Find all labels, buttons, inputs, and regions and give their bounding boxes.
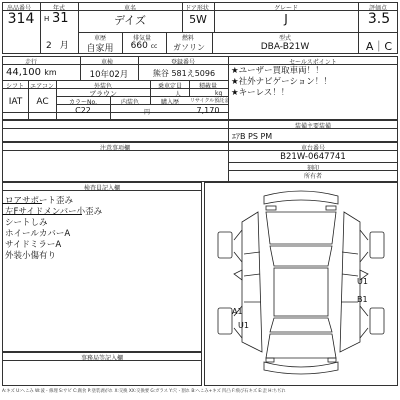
inspector-note-6: 外装小傷有り xyxy=(5,251,57,261)
lot-number: 314 xyxy=(7,11,35,27)
chassis-label: 車台番号 xyxy=(300,145,325,152)
chassis-value: B21W-0647741 xyxy=(280,152,346,162)
rear-hatch-outline xyxy=(266,334,336,358)
fuel-value: ガソリン xyxy=(173,43,205,52)
color-value: ブラウン xyxy=(89,90,117,98)
recycle-value: 7,170 xyxy=(196,106,220,115)
ac-value: AC xyxy=(36,97,49,107)
damage-legend: A:キズ U:へこみ W:波・修理 S:サビ C:腐食 P:塗装剥がれ X:交換 XX:交換要 G:ガラス Y:穴・割れ B:へこみ+キズ 凹凸 F:飛び石キズ E:歪 H:ちぢれ xyxy=(2,389,286,394)
door-label: ドア形状 xyxy=(185,5,209,12)
shift-value: IAT xyxy=(8,97,23,107)
plate-label: 登録番号 xyxy=(170,59,195,66)
mileage-label: 走行 xyxy=(24,59,37,66)
usage-value: 自家用 xyxy=(86,44,114,54)
capacity-unit: 人 xyxy=(175,91,182,98)
color-label: 外装色 xyxy=(93,83,112,90)
office-label: 事務局等記入欄 xyxy=(80,355,123,362)
score-value: 3.5 xyxy=(367,11,391,27)
type-value: DBA-B21W xyxy=(260,42,310,52)
rear-bumper-outline xyxy=(264,362,338,374)
inspector-note-4: ホイールカバーA xyxy=(5,229,71,239)
door-value: 5W xyxy=(189,13,207,26)
year-value: 31 xyxy=(52,11,69,26)
sales-point-2: ★社外ナビゲーション！！ xyxy=(231,77,332,87)
int-ext-score: A｜C xyxy=(365,40,393,53)
grade-label: グレード xyxy=(273,5,298,12)
windshield-outline xyxy=(270,246,332,266)
grade-value: J xyxy=(284,12,288,26)
inspection-value: 10年02月 xyxy=(89,70,129,80)
equipment-label: 装備主要装備 xyxy=(294,123,331,130)
load-unit: kg xyxy=(215,90,223,97)
equipment-value: ｴｱB PS PM xyxy=(232,132,273,141)
fuel-label: 燃料 xyxy=(181,35,194,42)
car-damage-diagram xyxy=(204,182,398,386)
ac-label: エアコン xyxy=(30,83,54,90)
plate-value: 熊谷 581え5096 xyxy=(152,69,216,78)
notes-label: 注意事項欄 xyxy=(99,145,130,152)
hood-outline xyxy=(266,212,336,244)
model-name: デイズ xyxy=(113,14,147,27)
model-label: 車名 xyxy=(123,5,136,12)
score-label: 評価点 xyxy=(368,5,387,12)
front-bumper-outline xyxy=(264,191,338,204)
capacity-label: 乗車定員 xyxy=(157,83,182,90)
sales-point-1: ★ユーザー買取車両！！ xyxy=(231,66,324,76)
year-era: H xyxy=(44,15,50,23)
purchase-label: 購入歴 xyxy=(160,99,179,106)
cc-value: 660 cc xyxy=(130,41,158,51)
sales-point-label: セールスポイント xyxy=(289,59,337,66)
type-label: 型式 xyxy=(278,35,291,42)
wheel-front-left xyxy=(218,232,232,258)
inspector-note-1: ロアサポート歪み xyxy=(5,196,74,206)
shift-label: シフト xyxy=(5,83,24,90)
load-label: 積載量 xyxy=(198,83,217,90)
usage-label: 車歴 xyxy=(93,35,106,42)
cc-label: 排気量 xyxy=(132,35,151,42)
mileage-value: 44,100 km xyxy=(6,67,57,78)
roof-outline xyxy=(274,268,328,316)
interior-label: 内装色 xyxy=(120,99,139,106)
colorno-value: C22 xyxy=(75,106,91,115)
recycle-unit-left: 円 xyxy=(144,109,151,116)
inspector-note-5: サイドミラーA xyxy=(5,240,62,250)
recycle-label: リサイクル預託金 xyxy=(190,98,230,104)
year-label: 年式 xyxy=(52,5,65,12)
wheel-rear-left xyxy=(218,308,232,334)
lot-label: 出品番号 xyxy=(6,5,31,12)
inspector-notes-label: 検査員記入欄 xyxy=(83,185,120,192)
colorno-label: カラーNo. xyxy=(69,99,97,106)
stamp-label: 刻印 xyxy=(306,165,319,172)
wheel-rear-right xyxy=(370,308,384,334)
mark-b1-right: B1 xyxy=(357,295,368,304)
inspector-note-3: シートしみ xyxy=(5,218,48,228)
wheel-front-right xyxy=(370,232,384,258)
owner-label: 所有者 xyxy=(303,173,322,180)
rear-glass-outline xyxy=(270,318,332,332)
mark-u1-left: U1 xyxy=(238,321,249,330)
sales-point-3: ★キーレス！！ xyxy=(231,88,290,98)
month-value: 2 月 xyxy=(46,41,69,51)
mark-a1-left: A1 xyxy=(232,307,243,316)
mirror-left xyxy=(234,270,242,280)
mark-u1-right: U1 xyxy=(357,277,368,286)
inspector-note-2: 左Fサイドメンバー小歪み xyxy=(5,207,103,217)
inspection-label: 車検 xyxy=(100,59,113,66)
left-side-outline xyxy=(242,212,262,352)
